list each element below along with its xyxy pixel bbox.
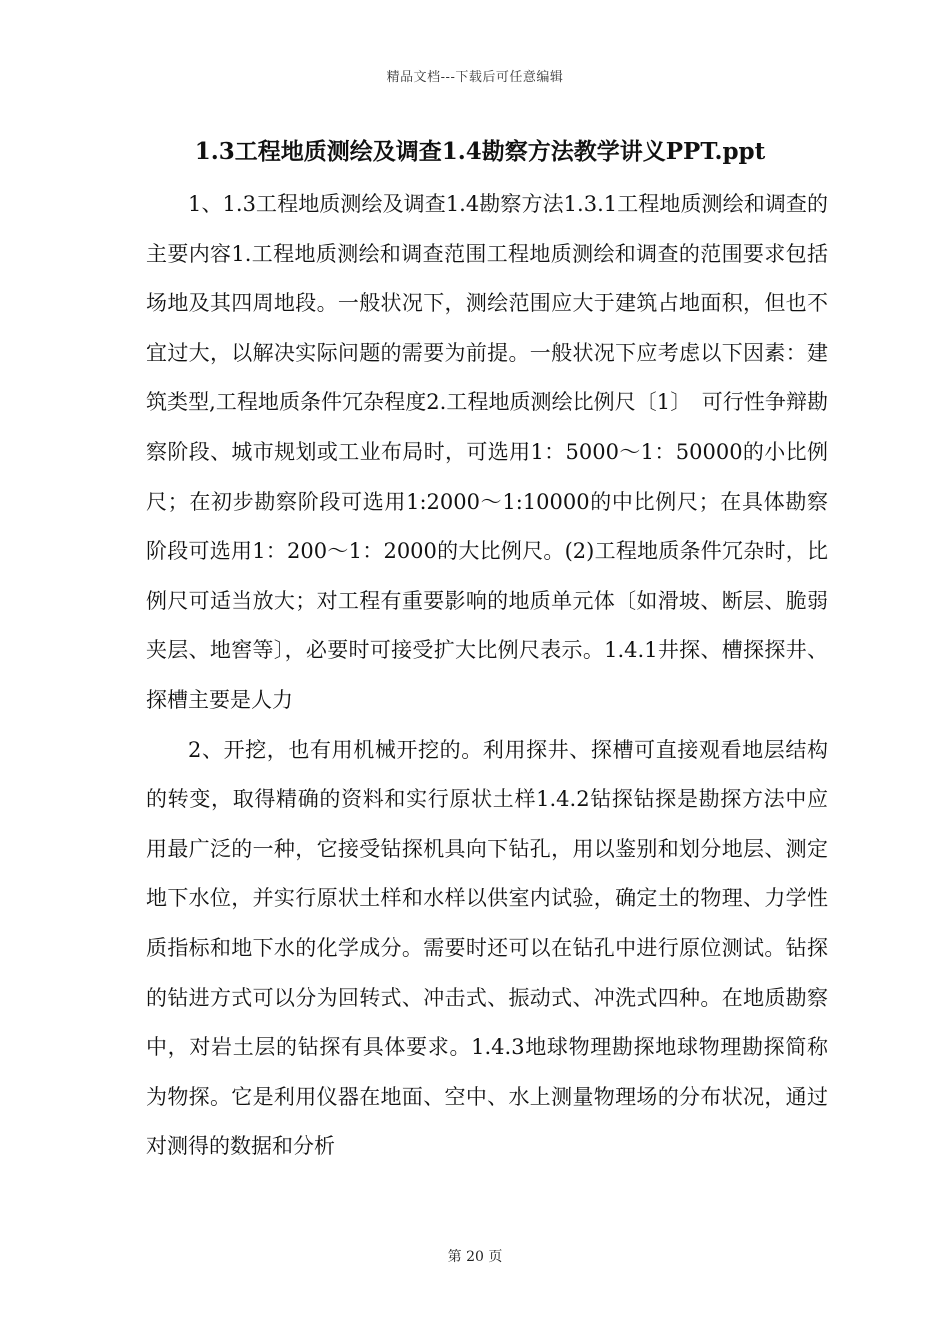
paragraph-1: 1、1.3工程地质测绘及调查1.4勘察方法1.3.1工程地质测绘和调查的主要内容1.工程地质测绘和调查范围工程地质测绘和调查的范围要求包括场地及其四周地段。一般状况下，测绘范围应大于建筑占地面积，但也不宜过大，以解决实际问题的需要为前提。一般状况下应考虑以下因素：建筑类型,工程地质条件冗杂程度2.工程地质测绘比例尺〔1〕 可行性争辩勘察阶段、城市规划或工业布局时，可选用1：5000～1：50000的小比例尺；在初步勘察阶段可选用1:2000～1:10000的中比例尺；在具体勘察阶段可选用1：200～1：2000的大比例尺。(2)工程地质条件冗杂时，比例尺可适当放大；对工程有重要影响的地质单元体〔如滑坡、断层、脆弱夹层、地窖等〕，必要时可接受扩大比例尺表示。1.4.1井探、槽探探井、探槽主要是人力 (146, 192, 828, 712)
document-title: 1.3工程地质测绘及调查1.4勘察方法教学讲义PPT.ppt (194, 138, 766, 165)
page-header: 精品文档---下载后可任意编辑 (386, 70, 564, 85)
page-number: 第 20 页 (447, 1249, 503, 1265)
document-body (146, 180, 828, 1172)
paragraph-2: 2、开挖，也有用机械开挖的。利用探井、探槽可直接观看地层结构的转变，取得精确的资料和实行原状土样1.4.2钻探钻探是勘探方法中应用最广泛的一种，它接受钻探机具向下钻孔，用以鉴别和划分地层、测定地下水位，并实行原状土样和水样以供室内试验，确定土的物理、力学性质指标和地下水的化学成分。需要时还可以在钻孔中进行原位测试。钻探的钻进方式可以分为回转式、冲击式、振动式、冲洗式四种。在地质勘察中，对岩土层的钻探有具体要求。1.4.3地球物理勘探地球物理勘探简称为物探。它是利用仪器在地面、空中、水上测量物理场的分布状况，通过对测得的数据和分析 (146, 737, 828, 1159)
